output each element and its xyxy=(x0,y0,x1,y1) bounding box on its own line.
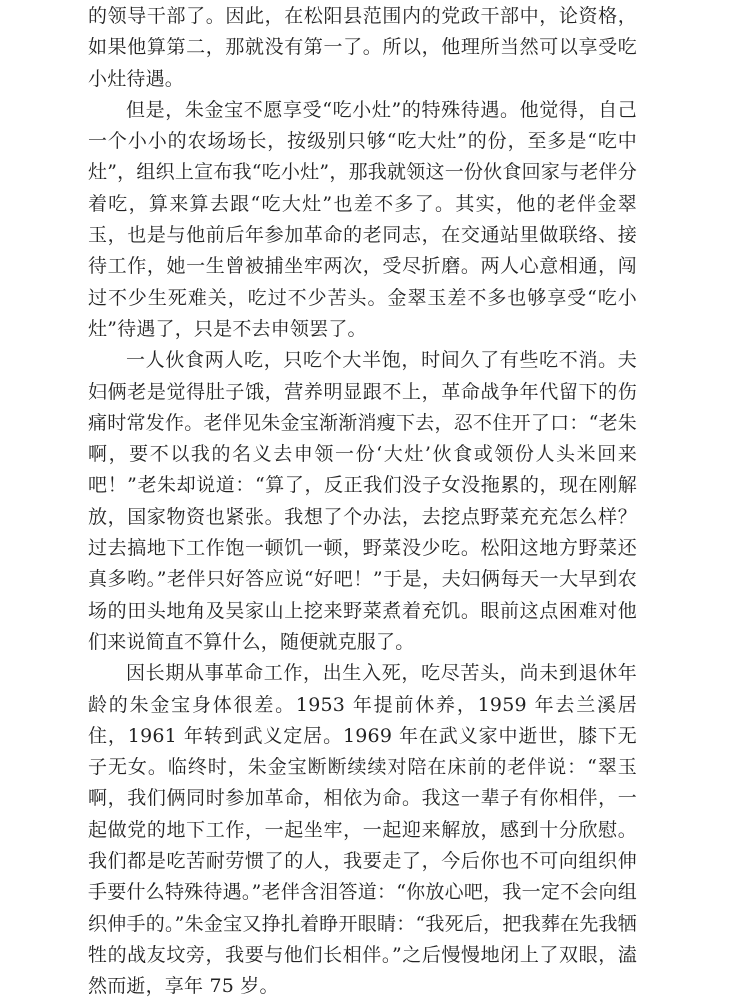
paragraph-continued: 的领导干部了。因此，在松阳县范围内的党政干部中，论资格，如果他算第二，那就没有第一了。所以，他理所当然可以享受吃小灶待遇。 xyxy=(88,5,637,90)
paragraph: 一人伙食两人吃，只吃个大半饱，时间久了有些吃不消。夫妇俩老是觉得肚子饿，营养明显跟不上，革命战争年代留下的伤痛时常发作。老伴见朱金宝渐渐消瘦下去，忍不住开了口：“老朱啊，要不以我的名义去申领一份‘大灶’伙食或领份人头米回来吧！”老朱却说道：“算了，反正我们没子女没拖累的，现在刚解放，国家物资也紧张。我想了个办法，去挖点野菜充充怎么样？过去搞地下工作饱一顿饥一顿，野菜没少吃。松阳这地方野菜还真多哟。”老伴只好答应说“好吧！”于是，夫妇俩每天一大早到农场的田头地角及吴家山上挖来野菜煮着充饥。眼前这点困难对他们来说简直不算什么，随便就克服了。 xyxy=(88,349,637,653)
text-block xyxy=(88,0,637,1003)
paragraph: 但是，朱金宝不愿享受“吃小灶”的特殊待遇。他觉得，自己一个小小的农场场长，按级别只够“吃大灶”的份，至多是“吃中灶”，组织上宣布我“吃小灶”，那我就领这一份伙食回家与老伴分着吃，算来算去跟“吃大灶”也差不多了。其实，他的老伴金翠玉，也是与他前后年参加革命的老同志，在交通站里做联络、接待工作，她一生曾被捕坐牢两次，受尽折磨。两人心意相通，闯过不少生死难关，吃过不少苦头。金翠玉差不多也够享受“吃小灶”待遇了，只是不去申领罢了。 xyxy=(88,98,637,340)
paragraph: 因长期从事革命工作，出生入死，吃尽苦头，尚未到退休年龄的朱金宝身体很差。1953 年提前休养，1959 年去兰溪居住，1961 年转到武义定居。1969 年在武义家中逝世，膝下无子无女。临终时，朱金宝断断续续对陪在床前的老伴说：“翠玉啊，我们俩同时参加革命，相依为命。我这一辈子有你相伴，一起做党的地下工作，一起坐牢，一起迎来解放，感到十分欣慰。我们都是吃苦耐劳惯了的人，我要走了，今后你也不可向组织伸手要什么特殊待遇。”老伴含泪答道：“你放心吧，我一定不会向组织伸手的。”朱金宝又挣扎着睁开眼睛：“我死后，把我葬在先我牺牲的战友坟旁，我要与他们长相伴。”之后慢慢地闭上了双眼，溘然而逝，享年 75 岁。 xyxy=(88,662,637,998)
